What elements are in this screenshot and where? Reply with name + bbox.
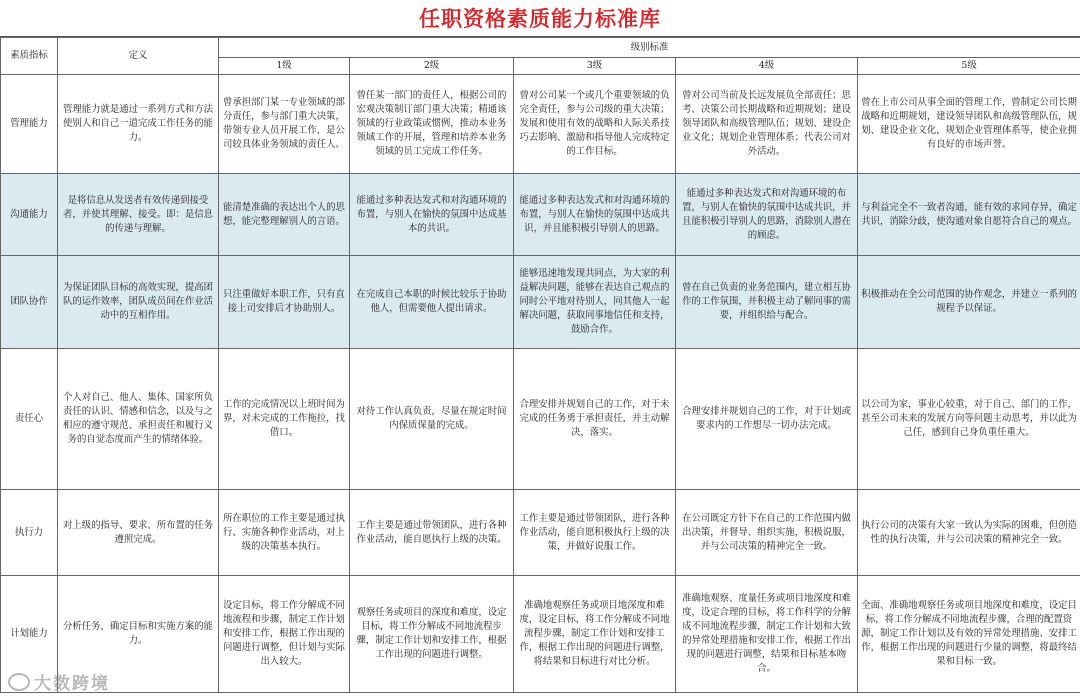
watermark-logo-icon xyxy=(8,673,30,691)
level-4-cell: 曾对公司当前及长远发展负全部责任；思考、决策公司长期战略和近期规划；建设领导团队和高级管理队伍；规划、建设企业文化；规划企业管理体系；代表公司对外活动。 xyxy=(676,75,858,174)
level-4-cell: 曾在自己负责的业务范围内，建立相互协作的工作氛围，并积极主动了解同事的需要，并组织给与配合。 xyxy=(676,256,858,349)
definition-cell: 分析任务，确定目标和实施方案的能力。 xyxy=(58,576,219,693)
definition-cell: 个人对自己、他人、集体、国家所负责任的认识、情感和信念，以及与之相应的遵守规范、承担责任和履行义务的自觉态度而产生的情绪体验。 xyxy=(58,349,219,490)
level-3-cell: 准确地观察任务或项目地深度和难度，设定目标，将工作分解成不同地流程步骤，制定工作计划和安排工作，根据工作出现的问题进行调整，将结果和目标进行对比分析。 xyxy=(514,576,676,693)
definition-cell: 管理能力就是通过一系列方式和方法使别人和自己一道完成工作任务的能力。 xyxy=(58,75,219,174)
level-3-cell: 工作主要是通过带领团队，进行各种作业活动，能自愿积极执行上级的决策，并做好说服工作。 xyxy=(514,490,676,576)
row-communication xyxy=(1,174,1080,256)
level-4-cell: 合理安排并规划自己的工作，对于计划或要求内的工作想尽一切办法完成。 xyxy=(676,349,858,490)
level-2-cell: 在完成自己本职的时候比较乐于协助他人，但需要他人提出请求。 xyxy=(350,256,514,349)
header-level-4: 4级 xyxy=(676,58,858,75)
title-bar xyxy=(0,0,1080,37)
level-5-cell: 与利益完全不一致者沟通，能有效的求同存异，确定共识，消除分歧，使沟通对象自愿符合自己的观点。 xyxy=(858,174,1080,256)
indicator-name: 沟通能力 xyxy=(1,174,58,256)
row-management xyxy=(1,75,1080,174)
competency-table xyxy=(0,37,1080,693)
watermark-text: 大数跨境 xyxy=(34,674,110,694)
level-3-cell: 能够迅速地发现共同点，为大家的利益解决问题，能够在表达自己观点的同时公平地对待别人，同其他人一起解决问题，获取同事地信任和支持，鼓励合作。 xyxy=(514,256,676,349)
header-level-1: 1级 xyxy=(219,58,350,75)
level-1-cell: 曾承担部门某一专业领域的部分责任，参与部门重大决策，带领专业人员开展工作，是公司较具体业务领域的责任人。 xyxy=(219,75,350,174)
level-2-cell: 对待工作认真负责，尽量在规定时间内保质保量的完成。 xyxy=(350,349,514,490)
level-3-cell: 能通过多种表达发式和对沟通环境的布置，与别人在愉快的氛围中达成共识，并且能积极引导别人的思路。 xyxy=(514,174,676,256)
level-2-cell: 曾任某一部门的责任人，根据公司的宏观决策制订部门重大决策；精通该领域的行业政策或惯例，推动本业务领域工作的开展，管理和培养本业务领域的员工完成工作任务。 xyxy=(350,75,514,174)
header-indicator: 素质指标 xyxy=(1,38,58,75)
page-title: 任职资格素质能力标准库 xyxy=(419,7,661,31)
indicator-name: 计划能力 xyxy=(1,576,58,693)
header-definition: 定义 xyxy=(58,38,219,75)
level-2-cell: 观察任务或项目的深度和难度，设定目标，将工作分解成不同地流程步骤，制定工作计划和安排工作，根据工作出现的问题进行调整。 xyxy=(350,576,514,693)
level-5-cell: 以公司为家，事业心较重，对于自己、部门的工作，甚至公司未来的发展方向等问题主动思考，并以此为己任，感到自己身负重任重大。 xyxy=(858,349,1080,490)
level-2-cell: 能通过多种表达发式和对沟通环境的布置，与别人在愉快的氛围中达成基本的共识。 xyxy=(350,174,514,256)
watermark xyxy=(8,669,110,694)
level-4-cell: 能通过多种表达发式和对沟通环境的布置，与别人在愉快的氛围中达成共识，并且能积极引导别人的思路，消除别人潜在的顾虑。 xyxy=(676,174,858,256)
level-5-cell: 积极推动在全公司范围的协作观念，并建立一系列的规程予以保证。 xyxy=(858,256,1080,349)
indicator-name: 团队协作 xyxy=(1,256,58,349)
level-3-cell: 合理安排并规划自己的工作，对于未完成的任务勇于承担责任，并主动解决，落实。 xyxy=(514,349,676,490)
level-1-cell: 设定目标，将工作分解成不同地流程和步骤，制定工作计划和安排工作，根据工作出现的问题进行调整，但计划与实际出入较大。 xyxy=(219,576,350,693)
indicator-name: 执行力 xyxy=(1,490,58,576)
indicator-name: 责任心 xyxy=(1,349,58,490)
header-level-group: 级别标准 xyxy=(219,38,1080,58)
header-row-1 xyxy=(1,38,1080,58)
level-5-cell: 曾在上市公司从事全面的管理工作，曾制定公司长期战略和近期规划，建设领导团队和高级管理队伍，规划、建设企业文化，规划企业管理体系等，使企业拥有良好的市场声誉。 xyxy=(858,75,1080,174)
level-1-cell: 工作的完成情况以上班时间为界，对未完成的工作拖拉，找借口。 xyxy=(219,349,350,490)
definition-cell: 对上级的指导、要求、所布置的任务遵照完成。 xyxy=(58,490,219,576)
indicator-name: 管理能力 xyxy=(1,75,58,174)
level-3-cell: 曾对公司某一个或几个重要领域的负完全责任，参与公司级的重大决策；发展和使用有效的战略和人际关系技巧去影响、激励和指导他人完成特定的工作目标。 xyxy=(514,75,676,174)
level-5-cell: 全面、准确地观察任务或项目地深度和难度，设定目标，将工作分解成不同地流程步骤，合理的配置资源，制定工作计划以及有效的异常处理措施、安排工作，根据工作出现的问题进行少量的调整，将最终结果和目标一致。 xyxy=(858,576,1080,693)
row-teamwork xyxy=(1,256,1080,349)
header-level-3: 3级 xyxy=(514,58,676,75)
row-planning xyxy=(1,576,1080,693)
level-4-cell: 在公司既定方针下在自己的工作范围内做出决策，并督导、组织实施，积极说服，并与公司决策的精神完全一致。 xyxy=(676,490,858,576)
header-level-5: 5级 xyxy=(858,58,1080,75)
level-1-cell: 只注重做好本职工作，只有直接上司安排后才协助别人。 xyxy=(219,256,350,349)
level-1-cell: 能清楚准确的表达出个人的思想，能完整理解别人的言语。 xyxy=(219,174,350,256)
level-5-cell: 执行公司的决策有大家一致认为实际的困难，但创造性的执行决策，并与公司决策的精神完全一致。 xyxy=(858,490,1080,576)
row-execution xyxy=(1,490,1080,576)
definition-cell: 是将信息从发送者有效传递到接受者，并使其理解、接受。即：是信息的传递与理解。 xyxy=(58,174,219,256)
definition-cell: 为保证团队目标的高效实现，提高团队的运作效率，团队成员间在作业活动中的互相作用。 xyxy=(58,256,219,349)
header-level-2: 2级 xyxy=(350,58,514,75)
level-1-cell: 所在职位的工作主要是通过执行、实施各种作业活动，对上级的决策基本执行。 xyxy=(219,490,350,576)
row-responsibility xyxy=(1,349,1080,490)
level-2-cell: 工作主要是通过带领团队，进行各种作业活动，能自愿执行上级的决策。 xyxy=(350,490,514,576)
level-4-cell: 准确地观察、度量任务或项目地深度和难度，设定合理的目标，将工作科学的分解成不同地流程步骤，制定工作计划和大致的异常处理措施和安排工作，根据工作出现的问题进行调整，结果和目标基本吻合。 xyxy=(676,576,858,693)
